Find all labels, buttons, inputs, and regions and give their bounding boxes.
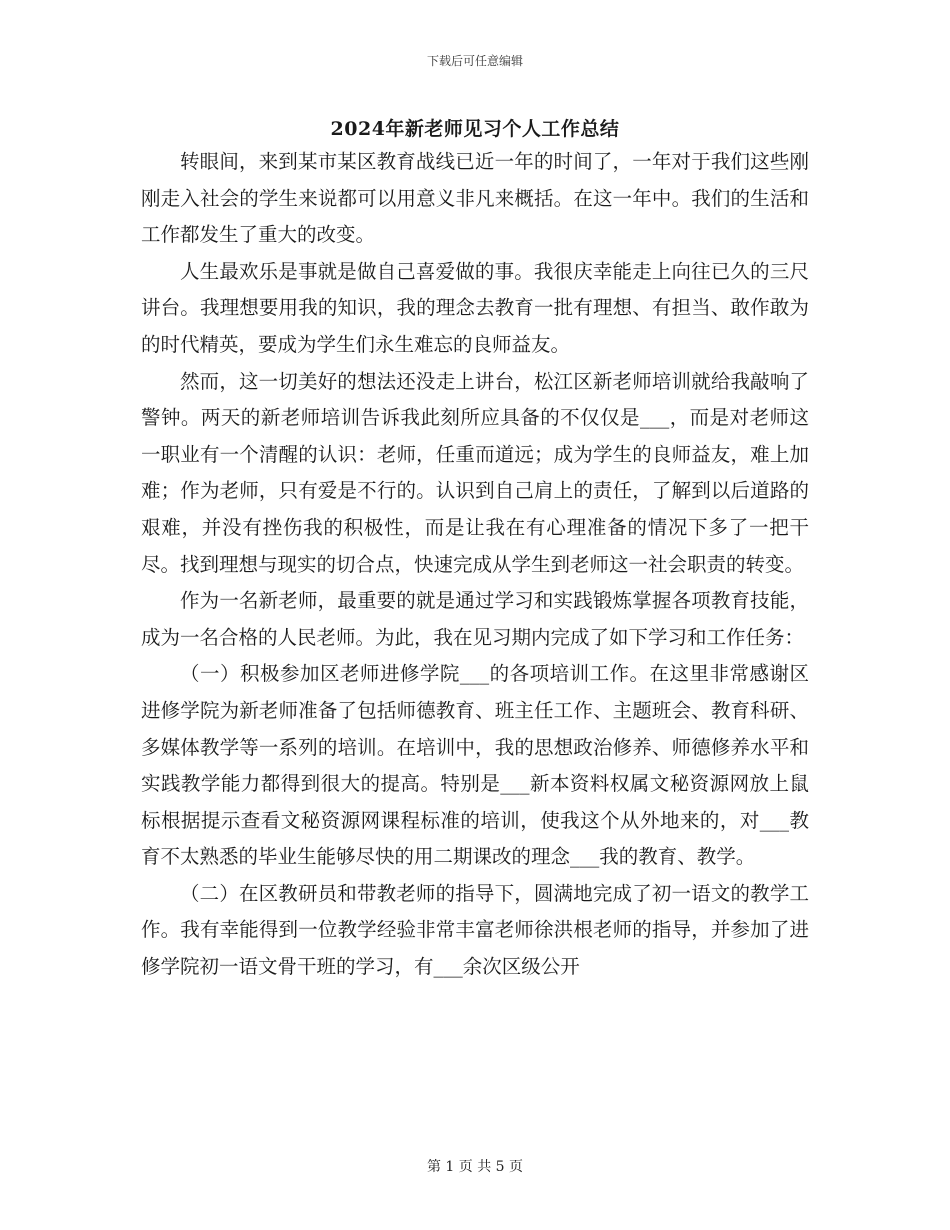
header-note: 下载后可任意编辑 <box>426 54 523 68</box>
paragraph: 人生最欢乐是事就是做自己喜爱做的事。我很庆幸能走上向往已久的三尺讲台。我理想要用我的知识，我的理念去教育一批有理想、有担当、敢作敢为的时代精英，要成为学生们永生难忘的良师益友。 <box>141 259 809 356</box>
paragraph: （一）积极参加区老师进修学院___的各项培训工作。在这里非常感谢区进修学院为新老师准备了包括师德教育、班主任工作、主题班会、教育科研、多媒体教学等一系列的培训。在培训中，我的思想政治修养、师德修养水平和实践教学能力都得到很大的提高。特别是___新本资料权属文秘资源网放上鼠标根据提示查看文秘资源网课程标准的培训，使我这个从外地来的，对___教育不太熟悉的毕业生能够尽快的用二期课改的理念___我的教育、教学。 <box>141 662 809 869</box>
paragraph: 然而，这一切美好的想法还没走上讲台，松江区新老师培训就给我敲响了警钟。两天的新老师培训告诉我此刻所应具备的不仅仅是___，而是对老师这一职业有一个清醒的认识：老师，任重而道远；成为学生的良师益友，难上加难；作为老师，只有爱是不行的。认识到自己肩上的责任，了解到以后道路的艰难，并没有挫伤我的积极性，而是让我在有心理准备的情况下多了一把干尽。找到理想与现实的切合点，快速完成从学生到老师这一社会职责的转变。 <box>141 369 809 576</box>
paragraph: 转眼间，来到某市某区教育战线已近一年的时间了，一年对于我们这些刚刚走入社会的学生来说都可以用意义非凡来概括。在这一年中。我们的生活和工作都发生了重大的改变。 <box>141 150 809 247</box>
document-title: 2024年新老师见习个人工作总结 <box>330 118 620 140</box>
paragraph: （二）在区教研员和带教老师的指导下，圆满地完成了初一语文的教学工作。我有幸能得到一位教学经验非常丰富老师徐洪根老师的指导，并参加了进修学院初一语文骨干班的学习，有___余次区级公开 <box>141 881 809 979</box>
paragraph: 作为一名新老师，最重要的就是通过学习和实践锻炼掌握各项教育技能，成为一名合格的人民老师。为此，我在见习期内完成了如下学习和工作任务： <box>141 589 809 649</box>
page-number-footer: 第 1 页 共 5 页 <box>426 1159 524 1175</box>
document-body <box>141 144 809 986</box>
